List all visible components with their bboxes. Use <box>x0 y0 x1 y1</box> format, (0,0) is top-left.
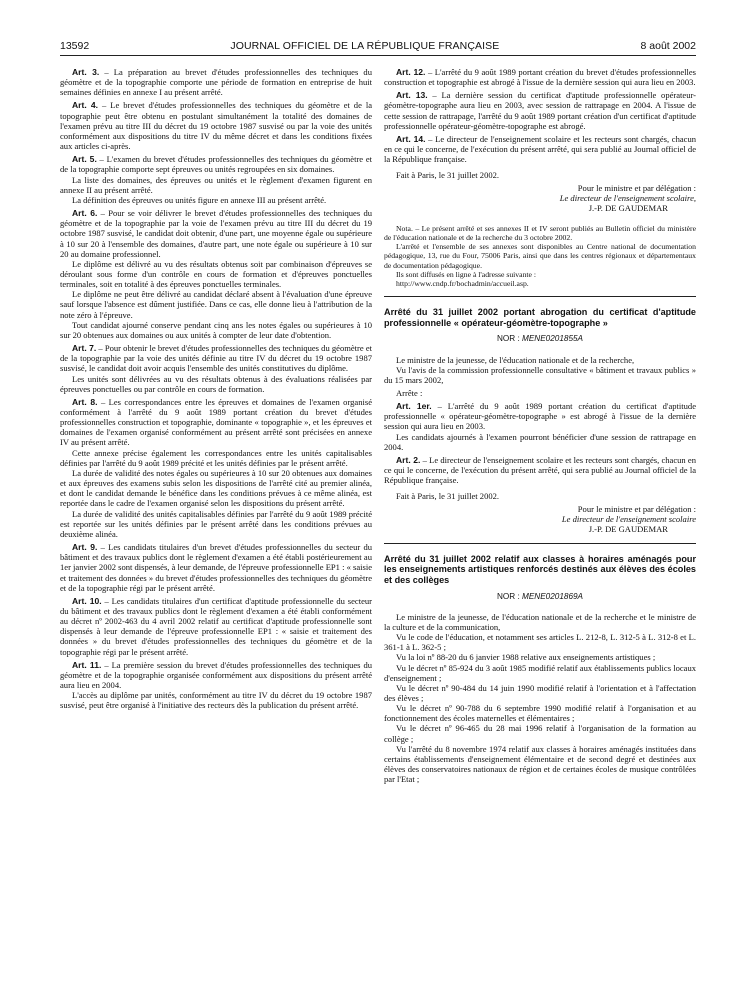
article-continuation <box>60 289 372 319</box>
article-continuation <box>60 448 372 468</box>
article-continuation <box>60 320 372 340</box>
nor-label: NOR : <box>496 591 520 601</box>
nota-online: Ils sont diffusés en ligne à l'adresse suivante : <box>396 269 537 279</box>
article-continuation <box>60 374 372 394</box>
left-column <box>60 64 372 784</box>
article-continuation <box>60 509 372 539</box>
article-text: Le diplôme ne peut être délivré au candidat déclaré absent à l'évaluation d'une épreuve sauf lorsque l'absence est dûment justifiée. Dans ce cas, elle donne lieu à l'attribution de la note zéro à l'épreuve. <box>60 289 372 320</box>
signature-block <box>384 183 696 214</box>
journal-title: JOURNAL OFFICIEL DE LA RÉPUBLIQUE FRANÇAISE <box>230 40 500 52</box>
signature-role: Le directeur de l'enseignement scolaire, <box>559 192 696 203</box>
article-text: Le brevet d'études professionnelles des techniques du géomètre et de la topographie peut être obtenu en postulant simultanément la totalité des domaines de l'examen prévu au titre III du décret du 19 octobre 1987 susvisé ou par la voie des unités conformément aux dispositions du titre IV du même décret et dans les conditions fixées aux articles ci-après. <box>60 100 372 152</box>
nota-block <box>384 224 696 288</box>
article-continuation <box>60 175 372 195</box>
decree-title: Arrêté du 31 juillet 2002 relatif aux classes à horaires aménagés pour les enseignements artistiques renforcés destinés aux élèves des écoles et des collèges <box>384 553 696 585</box>
article-text: Les candidats titulaires d'un certificat d'aptitude professionnelle du secteur du bâtiment et des travaux publics dont le règlement d'examen a été établi conformément au décret nº 2002-463 du 4 avril 2002 relatif au certificat d'aptitude professionnelle sont dispensés à leur demande de l'épreuve professionnelle EP1 : « saisie et traitement des données » du brevet d'études professionnelles des techniques du géomètre et de la topographie régi par le présent arrêté. <box>60 595 372 657</box>
page-number: 13592 <box>60 40 90 52</box>
article-text: La définition des épreuves ou unités figure en annexe III au présent arrêté. <box>72 194 327 205</box>
article-text: L'examen du brevet d'études professionnelles des techniques du géomètre et de la topographie comporte sept épreuves ou unités regroupées en six domaines. <box>60 154 372 175</box>
article-paragraph: Art. 12. – L'arrêté du 9 août 1989 portant création du brevet d'études professionnelles construction et topographie est abrogé à l'issue de la dernière session qui aura lieu en 2003. <box>384 67 697 88</box>
article-paragraph: Art. 4. – Le brevet d'études professionnelles des techniques du géomètre et de la topographie peut être obtenu en postulant simultanément la totalité des domaines de l'examen prévu au titre III du décret du 19 octobre 1987 susvisé ou par la voie des unités conformément aux dispositions du titre IV du même décret et dans les conditions fixées aux articles ci-après. <box>60 100 372 152</box>
article-text: L'arrêté du 9 août 1989 portant création du brevet d'études professionnelles construction et topographie est abrogé à l'issue de la dernière session qui aura lieu en 2003. <box>384 67 697 88</box>
signature-date: Fait à Paris, le 31 juillet 2002. <box>396 170 500 181</box>
signature-name: J.-P. DE GAUDEMAR <box>588 524 668 535</box>
nor-reference <box>384 592 696 602</box>
article-paragraph: Art. 13. – La dernière session du certificat d'aptitude professionnelle opérateur-géomètre-topographe aura lieu en 2003, avec session de rattrapage en 2004. A l'issue de cette session de rattrapage, l'arrêté du 9 août 1989 portant création d'un certificat d'aptitude professionnelle opérateur-géomètre-topographe est abrogé. <box>384 90 697 131</box>
article-label: Art. 3. <box>72 67 100 77</box>
article-text: Pour se voir délivrer le brevet d'études professionnelles des techniques du géomètre et de la topographie par la voie de l'examen prévu au titre III du décret du 19 octobre 1987 susvisé, le candidat doit obtenir, d'une part, une moyenne égale ou supérieure à 10 sur 20 à l'ensemble des domaines, d'autre part, une note égale ou supérieure à 10 sur 20 au domaine professionnel. <box>60 208 372 259</box>
signature-delegation: Pour le ministre et par délégation : <box>577 182 696 193</box>
right-column <box>384 64 696 784</box>
nota-url: http://www.cndp.fr/bochadmin/accueil.asp. <box>396 279 529 288</box>
nor-code: MENE0201855A <box>522 334 584 344</box>
article-1: Art. 1er. – L'arrêté du 9 août 1989 portant création du certificat d'aptitude professionnelle « opérateur-géomètre-topographe » est abrogé à l'issue de la dernière session qui aura lieu en 2003. <box>384 401 696 432</box>
article-paragraph: Art. 14. – Le directeur de l'enseignement scolaire et les recteurs sont chargés, chacun en ce qui le concerne, de l'exécution du présent arrêté, qui sera publié au Journal officiel de la République française. <box>384 133 697 165</box>
article-text: La première session du brevet d'études professionnelles des techniques du géomètre et de la topographie organisée conformément aux dispositions du présent arrêté aura lieu en 2004. <box>60 659 373 691</box>
issue-date: 8 août 2002 <box>640 40 696 52</box>
article-label: Art. 10. <box>72 595 102 606</box>
article-label: Art. 13. <box>396 90 428 101</box>
article-2: Art. 2. – Le directeur de l'enseignement scolaire et les recteurs sont chargés, chacun en ce qui le concerne, de l'exécution du présent arrêté, qui sera publié au Journal officiel de la République française. <box>384 454 696 486</box>
vu-line: Vu la loi nº 88-20 du 6 janvier 1988 relative aux enseignements artistiques ; <box>396 652 656 663</box>
article-text: L'accès au diplôme par unités, conformément au titre IV du décret du 19 octobre 1987 susvisé, peut être organisé à l'initiative des recteurs dès la publication du présent arrêté. <box>60 690 372 711</box>
article-text: Le directeur de l'enseignement scolaire et les recteurs sont chargés, chacun en ce qui le concerne, de l'exécution du présent arrêté, qui sera publié au Journal officiel de la République française. <box>384 133 697 165</box>
article-text: L'arrêté du 9 août 1989 portant création du certificat d'aptitude professionnelle « opérateur-géomètre-topographe » est abrogé à l'issue de la dernière session qui aura lieu en 2003. <box>384 401 696 432</box>
article-text: Les correspondances entre les épreuves et domaines de l'examen organisé conformément à l'arrêté du 9 août 1989 portant création du brevet d'études professionnelles construction et topographie, dominante « topographie », et les épreuves et domaines de l'examen organisé conformément au présent arrêté sont précisées en annexe IV au présent arrêté. <box>60 396 372 448</box>
article-label: Art. 11. <box>72 659 102 670</box>
article-paragraph: Art. 3. – La préparation au brevet d'études professionnelles des techniques du géomètre et de la topographie comporte une période de formation en entreprise de huit semaines définies en annexe I au présent arrêté. <box>60 67 372 98</box>
article-label: Art. 14. <box>396 133 426 144</box>
article-label: Art. 5. <box>72 154 97 165</box>
article-label: Art. 1er. <box>396 401 432 412</box>
article-text: La durée de validité des notes égales ou supérieures à 10 sur 20 obtenues aux domaines et aux épreuves des examens subis selon les dispositions de l'arrêté cité au premier alinéa, et dont le candidat demande le bénéfice dans les conditions prévues à ce même alinéa, est reportée dans le cadre de l'examen organisé selon les dispositions du présent arrêté. <box>60 467 372 509</box>
decree-title: Arrêté du 31 juillet 2002 portant abrogation du certificat d'aptitude professionnelle « opérateur-géomètre-topographe » <box>384 307 696 328</box>
nota-text: Nota. – Le présent arrêté et ses annexes II et IV seront publiés au Bulletin officiel du ministère de l'éducation nationale et de la recherche du 3 octobre 2002. <box>384 223 696 242</box>
article-paragraph: Art. 9. – Les candidats titulaires d'un brevet d'études professionnelles du secteur du bâtiment et des travaux publics dont le règlement d'examen a été établi postérieurement au 1er janvier 2002 sont dispensés, à leur demande, de l'épreuve professionnelle EP1 : « saisie et traitement des données » du brevet d'études professionnelles des techniques du géomètre et de la topographie régi par le présent arrêté. <box>60 542 372 593</box>
signature-delegation: Pour le ministre et par délégation : <box>577 503 696 514</box>
article-label: Art. 2. <box>396 454 421 465</box>
arrete-line: Arrête : <box>396 388 423 399</box>
article-text: Pour obtenir le brevet d'études professionnelles des techniques du géomètre et de la topographie par la voie des unités définie au titre IV du décret du 19 octobre 1987 susvisé, le candidat doit avoir acquis l'ensemble des unités constitutives du diplôme. <box>60 343 373 374</box>
vu-line: Vu le décret nº 96-465 du 28 mai 1996 relatif à l'organisation de la formation au collège ; <box>384 723 696 744</box>
article-paragraph: Art. 5. – L'examen du brevet d'études professionnelles des techniques du géomètre et de la topographie comporte sept épreuves ou unités regroupées en six domaines. <box>60 154 372 175</box>
vu-list <box>384 632 696 784</box>
vu-line: Vu le décret nº 90-788 du 6 septembre 1990 modifié relatif à l'organisation et au fonctionnement des écoles maternelles et élémentaires ; <box>384 703 696 724</box>
vu-line: Vu l'avis de la commission professionnelle consultative « bâtiment et travaux publics » du 15 mars 2002, <box>384 364 696 385</box>
signature-role: Le directeur de l'enseignement scolaire <box>561 513 696 524</box>
columns <box>60 64 696 784</box>
article-text: La liste des domaines, des épreuves ou unités et le règlement d'examen figurent en annexe II au présent arrêté. <box>60 174 372 195</box>
running-header <box>60 0 696 56</box>
articles-12-14 <box>384 67 696 164</box>
vu-line: Vu le décret nº 90-484 du 14 juin 1990 modifié relatif à l'orientation et à l'affectation des élèves ; <box>384 682 696 703</box>
minister-line: Le ministre de la jeunesse, de l'éducation nationale et de la recherche et le ministre de la culture et de la communication, <box>384 611 696 632</box>
minister-line: Le ministre de la jeunesse, de l'éducation nationale et de la recherche, <box>396 354 635 365</box>
signature-block <box>384 504 696 535</box>
article-1-paragraph: Les candidats ajournés à l'examen pourront bénéficier d'une session de rattrapage en 2004. <box>384 431 696 452</box>
vu-line: Vu le code de l'éducation, et notamment ses articles L. 212-8, L. 312-5 à L. 312-8 et L. 361-1 à L. 362-5 ; <box>384 632 696 653</box>
nota-availability: L'arrêté et l'ensemble de ses annexes sont disponibles au Centre national de documentation pédagogique, 13, rue du Four, 75006 Paris, ainsi que dans les centres régionaux et départementaux de documentation pédagogique. <box>384 242 696 270</box>
article-text: La dernière session du certificat d'aptitude professionnelle opérateur-géomètre-topographe aura lieu en 2003, avec session de rattrapage en 2004. A l'issue de cette session de rattrapage, l'arrêté du 9 août 1989 portant création d'un certificat d'aptitude professionnelle opérateur-géomètre-topographe est abrogé. <box>384 90 697 131</box>
article-paragraph: Art. 7. – Pour obtenir le brevet d'études professionnelles des techniques du géomètre et de la topographie par la voie des unités définie au titre IV du décret du 19 octobre 1987 susvisé, le candidat doit avoir acquis l'ensemble des unités constitutives du diplôme. <box>60 343 373 374</box>
section-divider <box>384 543 696 544</box>
article-continuation <box>60 468 372 509</box>
article-label: Art. 6. <box>72 208 98 219</box>
article-text: Le directeur de l'enseignement scolaire et les recteurs sont chargés, chacun en ce qui le concerne, de l'exécution du présent arrêté, qui sera publié au Journal officiel de la République française. <box>384 454 696 486</box>
article-text: Le diplôme est délivré au vu des résultats obtenus soit par combinaison d'épreuves se déroulant sous forme d'un contrôle en cours de formation et d'épreuves ponctuelles terminales, soit en totalité à des épreuves ponctuelles terminales. <box>60 258 372 290</box>
article-text: Cette annexe précise également les correspondances entre les unités capitalisables définies par l'arrêté du 9 août 1989 précité et les unités définies par le présent arrêté. <box>60 447 372 468</box>
article-label: Art. 7. <box>72 343 97 354</box>
signature-date: Fait à Paris, le 31 juillet 2002. <box>396 491 500 502</box>
article-continuation <box>60 690 372 710</box>
article-text: Tout candidat ajourné conserve pendant cinq ans les notes égales ou supérieures à 10 sur 20 obtenues aux domaines ou aux unités à compter de leur date d'obtention. <box>60 319 372 340</box>
article-paragraph: Art. 8. – Les correspondances entre les épreuves et domaines de l'examen organisé conformément à l'arrêté du 9 août 1989 portant création du brevet d'études professionnelles construction et topographie, dominante « topographie », et les épreuves et domaines de l'examen organisé conformément au présent arrêté sont précisées en annexe IV au présent arrêté. <box>60 396 372 448</box>
nor-label: NOR : <box>496 334 520 344</box>
signature-name: J.-P. DE GAUDEMAR <box>588 203 668 214</box>
article-paragraph: Art. 11. – La première session du brevet d'études professionnelles des techniques du géomètre et de la topographie organisée conformément aux dispositions du présent arrêté aura lieu en 2004. <box>60 659 373 691</box>
article-continuation <box>60 195 372 205</box>
vu-line: Vu le décret nº 85-924 du 3 août 1985 modifié relatif aux établissements publics locaux d'enseignement ; <box>384 662 696 683</box>
nor-reference <box>384 334 696 344</box>
article-label: Art. 8. <box>72 396 98 407</box>
article-label: Art. 9. <box>72 542 98 553</box>
article-paragraph: Art. 6. – Pour se voir délivrer le brevet d'études professionnelles des techniques du géomètre et de la topographie par la voie de l'examen prévu au titre III du décret du 19 octobre 1987 susvisé, le candidat doit obtenir, d'une part, une moyenne égale ou supérieure à 10 sur 20 à l'ensemble des domaines, d'autre part, une note égale ou supérieure à 10 sur 20 au domaine professionnel. <box>60 208 372 259</box>
article-paragraph: Art. 10. – Les candidats titulaires d'un certificat d'aptitude professionnelle du secteur du bâtiment et des travaux publics dont le règlement d'examen a été établi conformément au décret nº 2002-463 du 4 avril 2002 relatif au certificat d'aptitude professionnelle sont dispensés à leur demande de l'épreuve professionnelle EP1 : « saisie et traitement des données » du brevet d'études professionnelles des techniques du géomètre et de la topographie régi par le présent arrêté. <box>60 595 372 657</box>
article-text: La durée de validité des unités capitalisables définies par l'arrêté du 9 août 1989 précité est reportée sur les unités définies par le présent arrêté dans les conditions prévues au deuxième alinéa. <box>60 508 372 539</box>
vu-line: Vu l'arrêté du 8 novembre 1974 relatif aux classes à horaires aménagés instituées dans certains établissements d'enseignement élémentaire et de second degré et destinées aux élèves des conservatoires nationaux de région et de certaines écoles de musique contrôlées par l'Etat ; <box>384 743 696 785</box>
nor-code: MENE0201869A <box>522 591 584 601</box>
article-continuation <box>60 259 372 289</box>
article-text: La préparation au brevet d'études professionnelles des techniques du géomètre et de la topographie comporte une période de formation en entreprise de huit semaines définies en annexe I au présent arrêté. <box>60 67 372 98</box>
article-text: Les candidats titulaires d'un brevet d'études professionnelles du secteur du bâtiment et des travaux publics dont le règlement d'examen a été établi postérieurement au 1er janvier 2002 sont dispensés, à leur demande, de l'épreuve professionnelle EP1 : « saisie et traitement des données » du brevet d'études professionnelles des techniques du géomètre et de la topographie régi par le présent arrêté. <box>60 542 372 593</box>
article-label: Art. 4. <box>72 100 99 111</box>
article-text: Les unités sont délivrées au vu des résultats obtenus à des évaluations réalisées par épreuves ponctuelles ou par contrôle en cours de formation. <box>60 373 372 394</box>
section-divider <box>384 296 696 297</box>
article-label: Art. 12. <box>396 67 426 77</box>
